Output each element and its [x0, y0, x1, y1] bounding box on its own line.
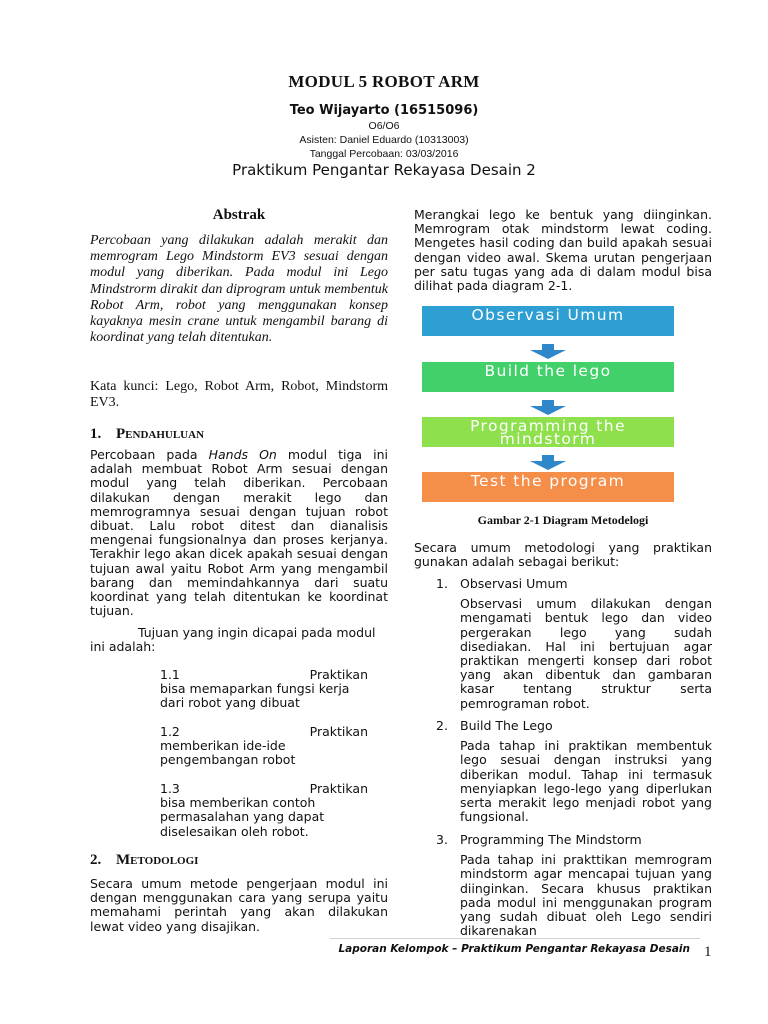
- page-number: 1: [704, 944, 712, 960]
- down-arrow-icon: [530, 406, 566, 415]
- footer-text: Laporan Kelompok – Praktikum Pengantar Rekayasa Desain: [338, 943, 690, 955]
- down-arrow-icon: [530, 350, 566, 359]
- item-title: Build The Lego: [460, 718, 553, 733]
- section-heading-pendahuluan: [90, 426, 388, 443]
- goal-text: bisa memaparkan fungsi kerja dari robot yang dibuat: [160, 681, 350, 711]
- methodology-paragraph: Secara umum metode pengerjaan modul ini dengan menggunakan cara yang serupa yaitu memahami perintah yang akan dilakukan lewat video yang disajikan.: [90, 876, 388, 934]
- item-text: Pada tahap ini praktikan membentuk lego sesuai dengan instruksi yang diberikan modul. Tahap ini termasuk menyiapkan lego-lego yang diperlukan serta merakit lego menjadi robot yang fungsional.: [460, 738, 712, 825]
- goals-intro: Tujuan yang ingin dicapai pada modul ini adalah:: [90, 625, 376, 655]
- diagram-step-build: Build the lego: [422, 362, 674, 392]
- steps-paragraph: Merangkai lego ke bentuk yang diinginkan. Memrogram otak mindstorm lewat coding. Mengetes hasil coding dan build apakah sesuai dengan video awal. Skema urutan pengerjaan per satu tugas yang ada di dalam modul bisa dilihat pada diagram 2-1.: [414, 207, 712, 294]
- figure-caption: Gambar 2-1 Diagram Metodelogi: [477, 513, 649, 527]
- item-number: 3.: [436, 832, 448, 847]
- footer-divider: [330, 938, 700, 939]
- abstract-text: Percobaan yang dilakukan adalah merakit dan memrogram Lego Mindstorm EV3 sesuai dengan modul yang diberikan. Pada modul ini Lego Mindstrorm dirakit dan diprogram untuk membentuk Robot Arm, robot yang menggunakan konsep kayaknya mesin crane untuk mengambil barang di koordinat yang telah ditentukan.: [90, 233, 388, 346]
- down-arrow-icon: [530, 461, 566, 470]
- methodology-item: [436, 577, 712, 711]
- section-number: 1.: [90, 426, 102, 442]
- diagram-step-observasi: Observasi Umum: [422, 306, 674, 336]
- item-title: Observasi Umum: [460, 576, 568, 591]
- keywords: Kata kunci: Lego, Robot Arm, Robot, Mindstorm EV3.: [90, 379, 388, 410]
- goal-text: bisa memberikan contoh permasalahan yang dapat diselesaikan oleh robot.: [160, 795, 325, 839]
- goal-item: [160, 725, 368, 768]
- diagram-step-programming: Programming the mindstorm: [422, 417, 674, 447]
- methodology-item: [436, 833, 712, 939]
- author-name: Teo Wijayarto (16515096): [289, 103, 479, 118]
- methodology-intro: Secara umum metodologi yang praktikan gunakan adalah sebagai berikut:: [414, 540, 712, 570]
- goal-number: 1.1: [160, 667, 180, 682]
- goal-item: [160, 782, 368, 839]
- group-number: O6/O6: [368, 120, 400, 132]
- goal-item: [160, 668, 368, 711]
- item-number: 2.: [436, 718, 448, 733]
- assistant-name: Asisten: Daniel Eduardo (10313003): [299, 134, 469, 146]
- section-title-initial: P: [116, 426, 126, 442]
- abstract-heading: Abstrak: [212, 207, 266, 223]
- page-title: MODUL 5 ROBOT ARM: [288, 72, 480, 91]
- item-title: Programming The Mindstorm: [460, 832, 642, 847]
- goal-first-word: Praktikan: [309, 667, 368, 682]
- goal-number: 1.3: [160, 781, 180, 796]
- section-title-rest: ENDAHULUAN: [125, 429, 205, 441]
- goal-text: memberikan ide-ide pengembangan robot: [160, 738, 296, 768]
- item-number: 1.: [436, 576, 448, 591]
- methodology-item: [436, 719, 712, 824]
- diagram-step-test: Test the program: [422, 472, 674, 502]
- introduction-paragraph: [90, 448, 388, 618]
- section-title-rest: ETODOLOGI: [130, 855, 199, 867]
- intro-text-start: Percobaan pada: [90, 447, 209, 462]
- section-heading-metodologi: [90, 852, 388, 869]
- intro-text-rest: modul tiga ini adalah membuat Robot Arm sesuai dengan modul yang telah diberikan. Percobaan dilakukan dengan merakit lego dan memrogramnya sesuai dengan tujuan robot dibuat. Lalu robot ditest dan dianalisis mengenai fungsionalnya dan proses kerjanya. Terakhir lego akan dicek apakah sesuai dengan tujuan awal yaitu Robot Arm yang mengambil barang dan memindahkannya dari suatu koordinat yang telah ditentukan ke koordinat tujuan.: [90, 447, 388, 619]
- experiment-date: Tanggal Percobaan: 03/03/2016: [309, 148, 459, 160]
- goal-first-word: Praktikan: [309, 781, 368, 796]
- section-number: 2.: [90, 852, 102, 868]
- goal-first-word: Praktikan: [309, 724, 368, 739]
- course-name: Praktikum Pengantar Rekayasa Desain 2: [232, 161, 536, 179]
- item-text: Pada tahap ini prakttikan memrogram mindstorm agar mencapai tujuan yang diinginkan. Secara khusus praktikan pada modul ini menggunakan program yang sudah dibuat oleh Lego sendiri dikarenakan: [460, 853, 712, 939]
- intro-emphasis: Hands On: [208, 447, 277, 462]
- goal-number: 1.2: [160, 724, 180, 739]
- item-text: Observasi umum dilakukan dengan mengamati bentuk lego dan video pergerakan lego yang sudah disediakan. Hal ini bertujuan agar praktikan mengerti konsep dari robot yang akan dibentuk dan gambaran kasar tentang struktur serta pemrograman robot.: [460, 596, 712, 711]
- section-title-initial: M: [116, 852, 131, 868]
